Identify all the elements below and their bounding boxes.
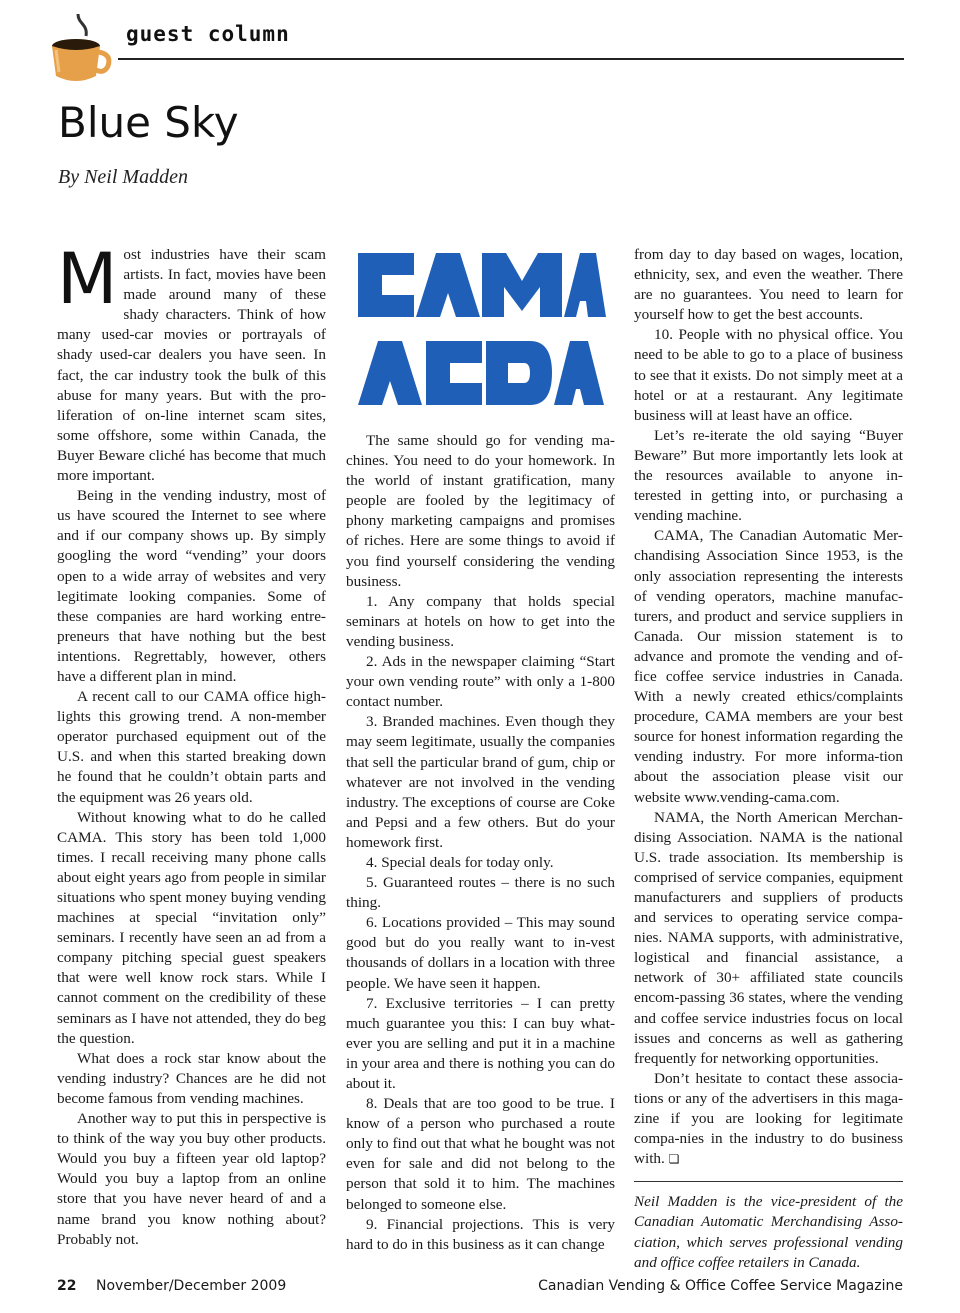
list-item: 8. Deals that are too good to be true. I know of a person who purchased a route only to find out that what he bought was not even for sale and did not belong to the person that sold it to him. The machines belonged to someone else. — [346, 1095, 615, 1213]
list-item: 1. Any company that holds special seminars at hotels on how to get into the vending business. — [346, 592, 615, 650]
list-item: 9. Financial projections. This is very hard to do in this business as it can change — [346, 1215, 615, 1253]
author-bio: Neil Madden is the vice-president of the Canadian Automatic Merchandising Asso-ciation, which serves professional vending and office coffee retailers in Canada. — [634, 1193, 903, 1271]
paragraph: from day to day based on wages, location, ethnicity, sex, and even the weather. There are no guarantees. You need to learn for yourself how to get the best accounts. — [634, 246, 903, 324]
list-item: 4. Special deals for today only. — [366, 853, 554, 871]
byline: By Neil Madden — [58, 166, 188, 188]
paragraph: Don’t hesitate to contact these associa-tions or any of the advertisers in this maga-zine if you are looking for legitimate compa-nies in the industry to do business with. ❏ — [634, 1069, 903, 1168]
paragraph: What does a rock star know about the vending industry? Chances are he did not become famous from vending machines. — [57, 1049, 326, 1107]
end-mark: ❏ — [668, 1152, 680, 1167]
list-item: 5. Guaranteed routes – there is no such thing. — [346, 874, 615, 912]
list-item: 2. Ads in the newspaper claiming “Start your own vending route” with only a 1-800 contact number. — [346, 653, 615, 711]
paragraph: The same should go for vending ma-chines. You need to do your homework. In the world of instant gratification, many people are fooled by the legitimacy of phony marketing campaigns and promises of riches. Here are some things to avoid if you find yourself considering the vending business. — [346, 432, 615, 590]
column-2 — [346, 245, 615, 1255]
section-label: guest column — [126, 22, 290, 46]
list-item: 3. Branded machines. Even though they may seem legitimate, usually the companies that sell the particular brand of gum, chip or whatever are not involved in the vending industry. The exceptions of course are Coke and Pepsi and a few others. But do your homework first. — [346, 713, 615, 851]
paragraph: NAMA, the North American Merchan-dising Association. NAMA is the national U.S. trade association. Its membership is comprised of service companies, equipment manufacturers and suppliers of products and services to operating service compa-nies. NAMA supports, with administrative, logistical and financial assistance, a network of 30+ affiliated state councils encom-passing 36 states, where the vending and coffee service industries focus on local issues and concerns as well as gathering frequently for networking opportunities. — [634, 808, 903, 1067]
header-rule — [118, 58, 904, 60]
column-3 — [634, 245, 903, 1273]
list-item: 10. People with no physical office. You need to be able to go to a place of business to see that it exists. Do not simply meet at a hotel or at a restaurant. Any legitimate business will at least have an office. — [634, 326, 903, 424]
paragraph: Being in the vending industry, most of us have scoured the Internet to see where and if our company shows up. By simply googling the word “vending” your doors open to a wide array of websites and very legitimate looking companies. Some of these companies are hard working entre-preneurs that have nothing but the best intentions. Regrettably, however, others have a different plan in mind. — [57, 487, 326, 685]
list-item: 7. Exclusive territories – I can pretty much guarantee you this: I can buy what-ever you are selling and put it in a machine in your area and there is nothing you can do about it. — [346, 994, 615, 1092]
drop-cap: M — [57, 238, 118, 320]
cama-logo — [356, 245, 606, 417]
column-1 — [57, 238, 326, 1250]
paragraph: Without knowing what to do he called CAMA. This story has been told 1,000 times. I recall receiving many phone calls about eight years ago from people in similar situations who spent money buying vending machines at special “invitation only” seminars. I recently have seen an ad from a company pitching special guest speakers that were well know rock stars. While I cannot comment on the credibility of these seminars as I have not attended, they do beg the question. — [57, 808, 326, 1047]
bio-divider — [634, 1181, 903, 1182]
paragraph: Let’s re-iterate the old saying “Buyer Beware” But more importantly lets look at the resources available to anyone in-terested in getting into, or purchasing a vending machine. — [634, 426, 903, 525]
paragraph: Another way to put this in perspective is to think of the way you buy other products. Would you buy a fifteen year old laptop? Would you buy a laptop from an online store that you have never heard of and a name brand you know nothing about? Probably not. — [57, 1110, 326, 1248]
paragraph: CAMA, The Canadian Automatic Mer-chandising Association Since 1953, is the only association representing the interests of vending operators, machine manufac-turers, and product and service suppliers in Canada. Our mission statement is to advance and promote the vending and of-fice coffee service industries in Canada. With a newly created ethics/complaints procedure, CAMA members are your best source for honest information regarding the vending industry. For more informa-tion about the association please visit our website www.vending-cama.com. — [634, 527, 903, 806]
paragraph: Most industries have their scam artists. In fact, movies have been made around many of these shady characters. Think of how many used-car movies or portrayals of shady used-car dealers you have seen. In fact, the car industry took the bulk of this abuse for many years. But with the pro-liferation of on-line internet scam sites, some offshore, some within Canada, the Buyer Beware cliché has become that much more important. — [57, 238, 326, 485]
issue-date: November/December 2009 — [96, 1278, 287, 1294]
coffee-mug-icon — [48, 10, 112, 84]
article-title: Blue Sky — [58, 98, 239, 147]
page-number: 22 — [57, 1278, 77, 1294]
paragraph: A recent call to our CAMA office high-lights this growing trend. A non-member operator purchased equipment out of the U.S. and when this started breaking down he found that he couldn’t obtain parts and the equipment was 26 years old. — [57, 688, 326, 806]
magazine-name: Canadian Vending & Office Coffee Service Magazine — [538, 1278, 903, 1294]
list-item: 6. Locations provided – This may sound good but do you really want to in-vest thousands of dollars in a location with three people. We have seen it happen. — [346, 914, 615, 992]
